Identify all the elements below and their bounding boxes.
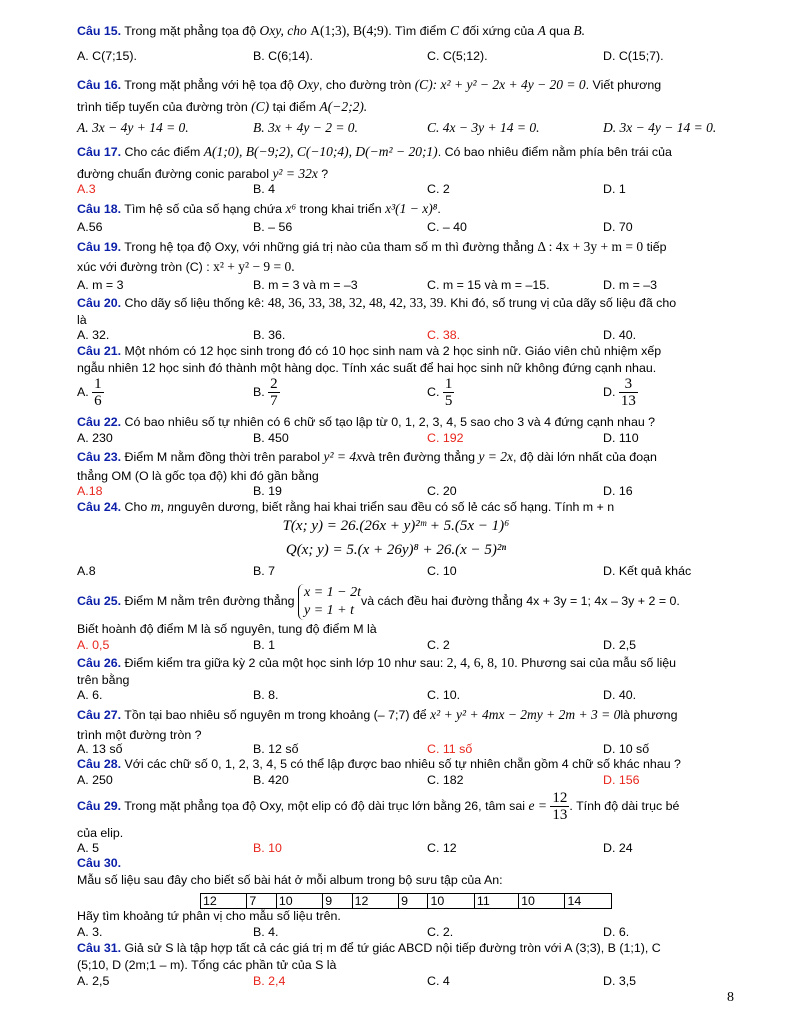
question-number: Câu 25. xyxy=(77,594,122,608)
question-text: Tìm hệ số của số hạng chứa xyxy=(124,202,283,216)
math-expression: A(−2;2). xyxy=(319,99,368,114)
table-cell: 14 xyxy=(565,894,612,909)
option-a[interactable]: A.18 xyxy=(77,484,103,498)
question-text: trình tiếp tuyến của đường tròn xyxy=(77,100,248,114)
question-30 xyxy=(77,855,733,889)
question-text: Trong mặt phẳng tọa độ Oxy, một elip có độ dài trục lớn bằng 26, tâm sai xyxy=(124,799,526,813)
option-d[interactable]: D. 3x − 4y − 14 = 0. xyxy=(603,120,717,135)
table-cell: 12 xyxy=(201,894,247,909)
table-cell: 10 xyxy=(428,894,474,909)
page-number: 8 xyxy=(727,990,734,1005)
option-b[interactable]: B. 450 xyxy=(253,431,289,445)
answer-options xyxy=(77,327,733,344)
option-a[interactable]: A. 6. xyxy=(77,688,103,702)
question-text: trên bằng xyxy=(77,673,130,687)
option-a[interactable]: A. 0,5 xyxy=(77,638,110,652)
option-label: C. xyxy=(427,384,440,399)
math-expression: A(1;3), B(4;9) xyxy=(310,23,389,38)
question-number: Câu 22. xyxy=(77,415,122,429)
option-d[interactable]: D. C(15;7). xyxy=(603,49,664,63)
table-row xyxy=(201,894,612,909)
option-a[interactable]: A. 3. xyxy=(77,925,103,939)
question-text: Một nhóm có 12 học sinh trong đó có 10 học sinh nam và 2 học sinh nữ. Giáo viên chủ nhiệm xếp xyxy=(124,344,662,358)
question-text: thẳng OM (O là gốc tọa độ) khi đó gần bằng xyxy=(77,469,319,483)
question-text: Trong mặt phẳng với hệ tọa độ xyxy=(124,78,294,92)
option-a[interactable] xyxy=(77,376,104,409)
answer-options xyxy=(77,687,733,704)
question-21 xyxy=(77,343,733,377)
question-text: ngẫu nhiên 12 học sinh đó thành một hàng dọc. Tính xác suất để hai học sinh nữ không đứng cạnh nhau. xyxy=(77,361,657,375)
answer-options xyxy=(77,181,733,198)
table-cell: 9 xyxy=(323,894,352,909)
answer-options xyxy=(77,430,733,447)
system-line-1: x = 1 − 2t xyxy=(304,584,361,600)
option-a[interactable]: A. 2,5 xyxy=(77,974,110,988)
table-cell: 11 xyxy=(474,894,518,909)
numerator: 12 xyxy=(552,790,568,807)
option-b[interactable]: B. 1 xyxy=(253,638,276,652)
question-number: Câu 27. xyxy=(77,708,122,722)
option-a[interactable]: A. C(7;15). xyxy=(77,49,137,63)
question-text: . Tìm điểm xyxy=(388,24,447,38)
option-d[interactable]: D. 16 xyxy=(603,484,633,498)
option-b[interactable]: B. 10 xyxy=(253,841,282,855)
question-text: là xyxy=(77,313,87,327)
option-d[interactable]: D. 3,5 xyxy=(603,974,637,988)
question-text: Điểm M nằm trên đường thẳng xyxy=(124,594,295,608)
data-table xyxy=(200,893,612,909)
option-a[interactable]: A. 13 số xyxy=(77,742,123,756)
math-expression: C xyxy=(449,23,459,38)
question-text: ? xyxy=(321,167,329,181)
question-25-line-2 xyxy=(77,621,733,638)
question-22 xyxy=(77,414,733,431)
question-text: Giả sử S là tập hợp tất cả các giá trị m để tứ giác ABCD nội tiếp đường tròn với A (3;3), B (1;1), C xyxy=(124,941,661,955)
question-text: , độ dài lớn nhất của đoạn xyxy=(513,450,657,464)
question-31 xyxy=(77,940,733,974)
table-cell: 7 xyxy=(247,894,276,909)
question-23 xyxy=(77,447,733,486)
math-expression: m, n xyxy=(150,499,174,514)
math-expression: 2, 4, 6, 8, 10 xyxy=(446,655,515,670)
math-expression: Oxy xyxy=(297,77,320,92)
option-d[interactable] xyxy=(603,376,638,409)
option-a[interactable]: A. 32. xyxy=(77,328,110,342)
table-cell: 10 xyxy=(276,894,322,909)
question-number: Câu 17. xyxy=(77,145,122,159)
question-text: . Khi đó, số trung vị của dãy số liệu đã cho xyxy=(443,296,677,310)
question-27 xyxy=(77,705,733,745)
answer-options xyxy=(77,119,733,136)
answer-options xyxy=(77,563,733,580)
option-a[interactable]: A. m = 3 xyxy=(77,278,124,292)
denominator: 6 xyxy=(94,393,102,409)
answer-options xyxy=(77,376,733,416)
numerator: 3 xyxy=(619,376,638,393)
math-expression: 48, 36, 33, 38, 32, 48, 42, 33, 39 xyxy=(267,295,444,310)
option-c[interactable]: C. 182 xyxy=(427,773,464,787)
math-expression: x² + y² − 9 = 0. xyxy=(213,259,295,274)
option-a[interactable]: A. 250 xyxy=(77,773,113,787)
fraction xyxy=(619,376,638,409)
question-number: Câu 28. xyxy=(77,757,122,771)
question-number: Câu 21. xyxy=(77,344,122,358)
option-c[interactable]: C. 2 xyxy=(427,182,450,196)
denominator: 7 xyxy=(270,393,278,409)
math-expression: y² = 32x xyxy=(272,166,318,181)
question-text: Tồn tại bao nhiêu số nguyên m trong khoảng (– 7;7) để xyxy=(124,708,427,722)
math-expression: x³(1 − x)⁸ xyxy=(385,201,438,216)
option-b[interactable] xyxy=(253,376,280,409)
option-b[interactable]: B. 12 số xyxy=(253,742,299,756)
option-c[interactable]: C. 38. xyxy=(427,328,461,342)
option-b[interactable]: B. 2,4 xyxy=(253,974,286,988)
option-b[interactable]: B. 420 xyxy=(253,773,289,787)
question-text: Trong hệ tọa độ Oxy, với những giá trị nào của tham số m thì đường thẳng xyxy=(124,240,534,254)
equation-system xyxy=(298,584,361,620)
question-29 xyxy=(77,788,733,824)
denominator: 13 xyxy=(620,393,636,409)
question-text: Cho các điểm xyxy=(124,145,201,159)
option-c[interactable]: C. 2. xyxy=(427,925,454,939)
math-expression: A(1;0), B(−9;2), C(−10;4), D(−m² − 20;1) xyxy=(203,144,438,159)
option-c[interactable]: C. 10 xyxy=(427,564,457,578)
question-text: . Phương sai của mẫu số liệu xyxy=(514,656,677,670)
math-expression: B. xyxy=(573,23,586,38)
question-text: tại điểm xyxy=(272,100,317,114)
option-d[interactable]: D. 6. xyxy=(603,925,630,939)
answer-options xyxy=(77,772,733,789)
option-a[interactable]: A.56 xyxy=(77,220,103,234)
question-text: nguyên dương, biết rằng hai khai triển sau đều có số lẻ các số hạng. Tính m + n xyxy=(173,500,615,514)
question-text: (5;10, D (2m;1 – m). Tổng các phần tử của S là xyxy=(77,958,337,972)
option-d[interactable]: D. 2,5 xyxy=(603,638,637,652)
question-text: Với các chữ số 0, 1, 2, 3, 4, 5 có thể lập được bao nhiêu số tự nhiên chẵn gồm 4 chữ số khác nhau ? xyxy=(124,757,681,771)
option-d[interactable]: D. 40. xyxy=(603,328,637,342)
question-text: đối xứng của xyxy=(462,24,535,38)
question-18 xyxy=(77,200,733,218)
question-text: Mẫu số liệu sau đây cho biết số bài hát ở mỗi album trong bộ sưu tập của An: xyxy=(77,873,503,887)
table-cell: 9 xyxy=(399,894,428,909)
math-expression: A xyxy=(537,23,546,38)
equation-t: T(x; y) = 26.(26x + y)²ᵐ + 5.(5x − 1)⁶ xyxy=(282,518,510,534)
math-expression: y² = 4x xyxy=(323,449,363,464)
question-text: . Viết phương xyxy=(585,78,662,92)
question-text: xúc với đường tròn (C) : xyxy=(77,260,210,274)
option-d[interactable]: D. 1 xyxy=(603,182,626,196)
option-c[interactable]: C. m = 15 và m = –15. xyxy=(427,278,550,292)
question-text: và trên đường thẳng xyxy=(362,450,475,464)
option-c[interactable]: C. 12 xyxy=(427,841,457,855)
question-19 xyxy=(77,237,733,277)
table-cell: 12 xyxy=(352,894,398,909)
question-24 xyxy=(77,498,733,516)
option-a[interactable]: A. 230 xyxy=(77,431,113,445)
option-b[interactable]: B. 7 xyxy=(253,564,276,578)
option-d[interactable]: D. 10 số xyxy=(603,742,650,756)
option-a[interactable]: A.3 xyxy=(77,182,96,196)
math-expression: Oxy, cho xyxy=(259,23,307,38)
option-b[interactable]: B. 4. xyxy=(253,925,279,939)
question-text: Điểm kiểm tra giữa kỳ 2 của một học sinh lớp 10 như sau: xyxy=(124,656,444,670)
option-b[interactable]: B. 19 xyxy=(253,484,282,498)
question-text: Cho dãy số liệu thống kê: xyxy=(124,296,265,310)
option-d[interactable]: D. 156 xyxy=(603,773,640,787)
math-expression: Δ : 4x + 3y + m = 0 xyxy=(537,239,644,254)
option-label: B. xyxy=(253,384,265,399)
option-a[interactable]: A.8 xyxy=(77,564,96,578)
answer-options xyxy=(77,924,733,941)
question-number: Câu 31. xyxy=(77,941,122,955)
option-b[interactable]: B. 8. xyxy=(253,688,279,702)
option-b[interactable]: B. 36. xyxy=(253,328,286,342)
question-30-line-2 xyxy=(77,908,733,925)
option-d[interactable]: D. m = –3 xyxy=(603,278,658,292)
question-text: tiếp xyxy=(646,240,667,254)
question-28 xyxy=(77,756,733,773)
option-d[interactable]: D. 70 xyxy=(603,220,633,234)
table-cell: 10 xyxy=(519,894,565,909)
question-number: Câu 26. xyxy=(77,656,122,670)
question-text: trong khai triển xyxy=(299,202,382,216)
math-expression: e = xyxy=(528,798,547,813)
option-label: A. xyxy=(77,384,89,399)
question-number: Câu 15. xyxy=(77,24,122,38)
fraction xyxy=(443,376,455,409)
answer-options xyxy=(77,277,733,294)
numerator: 1 xyxy=(94,376,102,392)
answer-options xyxy=(77,219,733,236)
question-text: . Có bao nhiêu điểm nằm phía bên trái của xyxy=(437,145,672,159)
option-c[interactable]: C. 192 xyxy=(427,431,464,445)
option-a[interactable]: A. 3x − 4y + 14 = 0. xyxy=(77,120,189,135)
question-25 xyxy=(77,582,733,620)
option-c[interactable]: C. 2 xyxy=(427,638,450,652)
option-c[interactable]: C. 4 xyxy=(427,974,450,988)
answer-options xyxy=(77,637,733,654)
numerator: 2 xyxy=(270,376,278,392)
question-text: Có bao nhiêu số tự nhiên có 6 chữ số tạo lập từ 0, 1, 2, 3, 4, 5 sao cho 3 và 4 đứng cạnh nhau ? xyxy=(124,415,656,429)
math-expression: (C): x² + y² − 2x + 4y − 20 = 0 xyxy=(414,77,586,92)
question-16 xyxy=(77,74,733,118)
question-text: là phương xyxy=(620,708,678,722)
fraction xyxy=(92,376,104,409)
question-number: Câu 19. xyxy=(77,240,122,254)
answer-options xyxy=(77,48,733,65)
option-c[interactable]: C. 11 số xyxy=(427,742,473,756)
option-b[interactable]: B. C(6;14). xyxy=(253,49,313,63)
fraction xyxy=(550,790,569,823)
question-number: Câu 23. xyxy=(77,450,122,464)
question-text: Biết hoành độ điểm M là số nguyên, tung độ điểm M là xyxy=(77,622,377,636)
question-text: qua xyxy=(549,24,570,38)
numerator: 1 xyxy=(444,376,453,392)
option-label: D. xyxy=(603,384,616,399)
option-b[interactable]: B. m = 3 và m = –3 xyxy=(253,278,358,292)
math-expression: x⁶ xyxy=(285,201,297,216)
question-text: , cho đường tròn xyxy=(319,78,412,92)
math-expression: x² + y² + 4mx − 2my + 2m + 3 = 0 xyxy=(430,707,621,722)
option-c[interactable]: C. – 40 xyxy=(427,220,467,234)
option-c[interactable] xyxy=(427,376,454,409)
option-b[interactable]: B. – 56 xyxy=(253,220,293,234)
option-c[interactable]: C. 4x − 3y + 14 = 0. xyxy=(427,120,540,135)
option-c[interactable]: C. 20 xyxy=(427,484,457,498)
system-line-2: y = 1 + t xyxy=(304,602,354,618)
option-c[interactable]: C. C(5;12). xyxy=(427,49,488,63)
question-text: của elip. xyxy=(77,826,124,840)
math-expression: y = 2x xyxy=(478,449,514,464)
question-text: Trong mặt phẳng tọa độ xyxy=(124,24,257,38)
fraction xyxy=(268,376,280,409)
option-d[interactable]: D. Kết quả khác xyxy=(603,564,692,578)
math-expression: (C) xyxy=(251,99,270,114)
option-c[interactable]: C. 10. xyxy=(427,688,461,702)
question-number: Câu 29. xyxy=(77,799,122,813)
question-number: Câu 24. xyxy=(77,500,122,514)
question-number: Câu 30. xyxy=(77,856,122,870)
question-text: . Tính độ dài trục bé xyxy=(569,799,680,813)
question-text: và cách đều hai đường thẳng 4x + 3y = 1; 4x – 3y + 2 = 0. xyxy=(361,594,680,608)
question-number: Câu 16. xyxy=(77,78,122,92)
question-text: đường chuẩn đường conic parabol xyxy=(77,167,269,181)
question-15 xyxy=(77,22,733,40)
denominator: 13 xyxy=(552,807,568,824)
question-17 xyxy=(77,141,733,185)
answer-options xyxy=(77,973,733,990)
equation-q: Q(x; y) = 5.(x + 26y)⁸ + 26.(x − 5)²ⁿ xyxy=(285,542,507,558)
option-d[interactable]: D. 24 xyxy=(603,841,633,855)
denominator: 5 xyxy=(444,393,453,409)
question-text: Cho xyxy=(124,500,148,514)
question-number: Câu 18. xyxy=(77,202,122,216)
option-b[interactable]: B. 3x + 4y − 2 = 0. xyxy=(253,120,358,135)
question-text: Hãy tìm khoảng tứ phân vị cho mẫu số liệu trên. xyxy=(77,909,341,923)
question-text: . xyxy=(437,202,441,216)
option-a[interactable]: A. 5 xyxy=(77,841,100,855)
question-text: Điểm M nằm đồng thời trên parabol xyxy=(124,450,320,464)
option-d[interactable]: D. 40. xyxy=(603,688,637,702)
question-text: trình một đường tròn ? xyxy=(77,728,202,742)
option-d[interactable]: D. 110 xyxy=(603,431,639,445)
question-number: Câu 20. xyxy=(77,296,122,310)
question-20 xyxy=(77,294,733,329)
question-26 xyxy=(77,654,733,689)
option-b[interactable]: B. 4 xyxy=(253,182,276,196)
